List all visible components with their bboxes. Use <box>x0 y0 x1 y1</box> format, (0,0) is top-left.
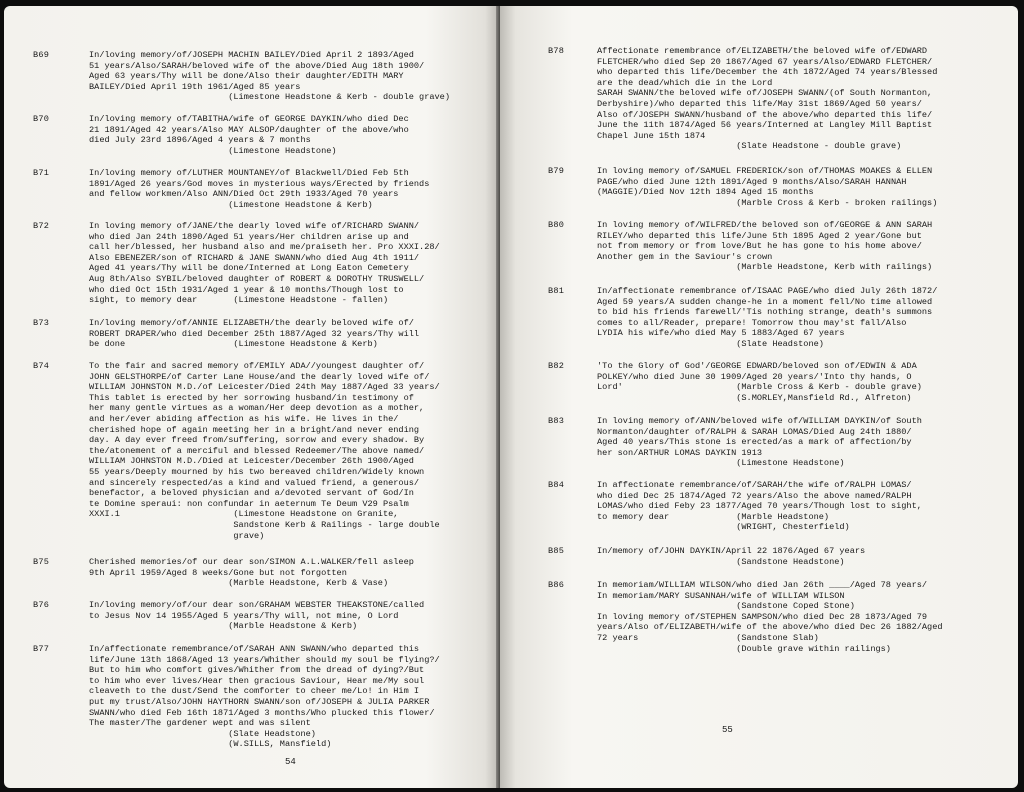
entry-text: In/loving memory/of/our dear son/GRAHAM WEBSTER THEAKSTONE/called to Jesus Nov 14 1955/Aged 5 years/Thy will, not mine, O Lord (Marble Headstone & Kerb) <box>89 600 425 632</box>
entry-id: B74 <box>33 361 50 371</box>
entry-text: In affectionate remembrance/of/SARAH/the wife of/RALPH LOMAS/ who died Dec 25 1874/Aged 72 years/Also the above named/RALPH LOMAS/who died Feby 23 1877/Aged 70 years/Though lost to sight, to memory dear (Marble Headstone) (WRIGHT, Chesterfield) <box>597 480 922 533</box>
entry-id: B73 <box>33 318 50 328</box>
left-page <box>4 6 500 788</box>
entry-id: B80 <box>548 220 565 230</box>
entry-text: Cherished memories/of our dear son/SIMON A.L.WALKER/fell asleep 9th April 1959/Aged 8 weeks/Gone but not forgotten (Marble Headstone, Kerb & Vase) <box>89 557 414 589</box>
entry-text: In memoriam/WILLIAM WILSON/who died Jan 26th ____/Aged 78 years/ In memoriam/MARY SUSANNAH/wife of WILLIAM WILSON (Sandstone Coped Stone) In loving memory of/STEPHEN SAMPSON/who died Dec 28 1873/Aged 79 years/Also of/ELIZABETH/wife of the above/who died Dec 26 1882/Aged 72 years (Sandstone Slab) (Double grave within railings) <box>597 580 943 654</box>
entry-id: B69 <box>33 50 50 60</box>
entry-id: B81 <box>548 286 565 296</box>
entry-id: B72 <box>33 221 50 231</box>
entry-id: B79 <box>548 166 565 176</box>
page-number: 54 <box>285 757 296 767</box>
page-number: 55 <box>722 725 733 735</box>
entry-id: B78 <box>548 46 565 56</box>
entry-text: In/affectionate remembrance/of/SARAH ANN SWANN/who departed this life/June 13th 1868/Aged 13 years/Whither should my soul be flying?/ But to him who comfort gives/Whither from the dread of dying?/But to him who ever lives/Hear then gracious Saviour, Hear me/My soul cleaveth to the dust/Send the comforter to cheer me/Lo! in Him I put my trust/Also/JOHN HAYTHORN SWANN/son of/JOSEPH & JULIA PARKER SWANN/who died Feb 16th 1871/Aged 3 months/Who plucked this flower/ The master/The gardener wept and was silent (Slate Headstone) (W.SILLS, Mansfield) <box>89 644 440 750</box>
entry-id: B83 <box>548 416 565 426</box>
entry-text: In loving memory of/JANE/the dearly loved wife of/RICHARD SWANN/ who died Jan 24th 1890/Aged 51 years/Her children arise up and call her/blessed, her husband also and me/praiseth her. Pro XXXI.28/ Also EBENEZER/son of RICHARD & JANE SWANN/who died Aug 4th 1911/ Aged 41 years/Thy will be done/Interned at Long Eaton Cemetery Aug 8th/Also SYBIL/beloved daughter of ROBERT & DOROTHY TRUSWELL/ who died Oct 15th 1931/Aged 1 year & 10 months/Though lost to sight, to memory dear (Limestone Headstone - fallen) <box>89 221 440 306</box>
entry-text: In loving memory of/ANN/beloved wife of/WILLIAM DAYKIN/of South Normanton/daughter of/RALPH & SARAH LOMAS/Died Aug 24th 1880/ Aged 40 years/This stone is erected/as a mark of affection/by her son/ARTHUR LOMAS DAYKIN 1913 (Limestone Headstone) <box>597 416 922 469</box>
entry-id: B82 <box>548 361 565 371</box>
entry-text: In loving memory of/SAMUEL FREDERICK/son of/THOMAS MOAKES & ELLEN PAGE/who died June 12th 1891/Aged 9 months/Also/SARAH HANNAH (MAGGIE)/Died Nov 12th 1894 Aged 15 months (Marble Cross & Kerb - broken railings) <box>597 166 938 208</box>
entry-id: B71 <box>33 168 50 178</box>
entry-id: B85 <box>548 546 565 556</box>
entry-text: In/loving memory/of/JOSEPH MACHIN BAILEY/Died April 2 1893/Aged 51 years/Also/SARAH/beloved wife of the above/Died Aug 18th 1900/ Aged 63 years/Thy will be done/Also their daughter/EDITH MARY BAILEY/Died April 19th 1961/Aged 85 years (Limestone Headstone & Kerb - double grave) <box>89 50 450 103</box>
entry-text: Affectionate remembrance of/ELIZABETH/the beloved wife of/EDWARD FLETCHER/who died Sep 20 1867/Aged 67 years/Also/EDWARD FLETCHER/ who departed this life/December the 4th 1872/Aged 74 years/Blessed are the dead/which die in the Lord SARAH SWANN/the beloved wife of/JOSEPH SWANN/(of South Normanton, Derbyshire)/who departed this life/May 31st 1869/Aged 50 years/ Also of/JOSEPH SWANN/husband of the above/who departed this life/ June the 11th 1874/Aged 56 years/Interned at Langley Mill Baptist Chapel June 15th 1874 (Slate Headstone - double grave) <box>597 46 938 152</box>
entry-text: In/memory of/JOHN DAYKIN/April 22 1876/Aged 67 years (Sandstone Headstone) <box>597 546 866 567</box>
entry-text: In/loving memory of/LUTHER MOUNTANEY/of Blackwell/Died Feb 5th 1891/Aged 26 years/God moves in mysterious ways/Erected by friends and fellow workmen/Also ANN/Died Oct 29th 1933/Aged 70 years (Limestone Headstone & Kerb) <box>89 168 430 210</box>
entry-text: In/loving memory/of/ANNIE ELIZABETH/the dearly beloved wife of/ ROBERT DRAPER/who died December 25th 1887/Aged 32 years/Thy will be done (Limestone Headstone & Kerb) <box>89 318 420 350</box>
entry-id: B76 <box>33 600 50 610</box>
entry-id: B86 <box>548 580 565 590</box>
entry-text: In loving memory of/WILFRED/the beloved son of/GEORGE & ANN SARAH RILEY/who departed this life/June 5th 1895 Aged 2 year/Gone but not from memory or from love/But he has gone to his home above/ Another gem in the Saviour's crown (Marble Headstone, Kerb with railings) <box>597 220 933 273</box>
entry-text: 'To the Glory of God'/GEORGE EDWARD/beloved son of/EDWIN & ADA POLKEY/who died June 30 1909/Aged 20 years/'Into thy hands, O Lord' (Marble Cross & Kerb - double grave) (S.MORLEY,Mansfield Rd., Alfreton) <box>597 361 922 403</box>
entry-id: B70 <box>33 114 50 124</box>
entry-id: B84 <box>548 480 565 490</box>
entry-text: In/loving memory of/TABITHA/wife of GEORGE DAYKIN/who died Dec 21 1891/Aged 42 years/Also MAY ALSOP/daughter of the above/who died July 23rd 1896/Aged 4 years & 7 months (Limestone Headstone) <box>89 114 409 156</box>
entry-text: In/affectionate remembrance of/ISAAC PAGE/who died July 26th 1872/ Aged 59 years/A sudden change-he in a moment fell/No time allowed to bid his friends farewell/'Tis nothing strange, death's summons comes to all/Reader, prepare! Tomorrow thou may'st fall/Also LYDIA his wife/who died May 5 1883/Aged 67 years (Slate Headstone) <box>597 286 938 349</box>
entry-text: To the fair and sacred memory of/EMILY ADA//youngest daughter of/ JOHN GELSTHORPE/of Carter Lane House/and the dearly loved wife of/ WILLIAM JOHNSTON M.D./of Leicester/Died 24th May 1887/Aged 33 years/ This tablet is erected by her sorrowing husband/in testimony of her many gentle virtues as a woman/Her deep devotion as a mother, and her/ever abiding affection as his wife. He lives in the/ cherished hope of again meeting her in a bright/and never ending day. A day ever freed from/suffering, sorrow and every shadow. By the/atonement of a merciful and blessed Redeemer/The above named/ WILLIAM JOHNSTON M.D./Died at Leicester/December 26th 1900/Aged 55 years/Deeply mourned by his two bereaved children/Widely known and sincerely respected/as a kind and valued friend, a generous/ benefactor, a beloved physician and a/devoted servant of God/In te Domine speraui: non confundar in aeternum Te Deum V29 Psalm XXXI.1 (Limestone Headstone on Granite, Sandstone Kerb & Railings - large double grave) <box>89 361 440 541</box>
entry-id: B77 <box>33 644 50 654</box>
entry-id: B75 <box>33 557 50 567</box>
right-page <box>500 6 1018 788</box>
